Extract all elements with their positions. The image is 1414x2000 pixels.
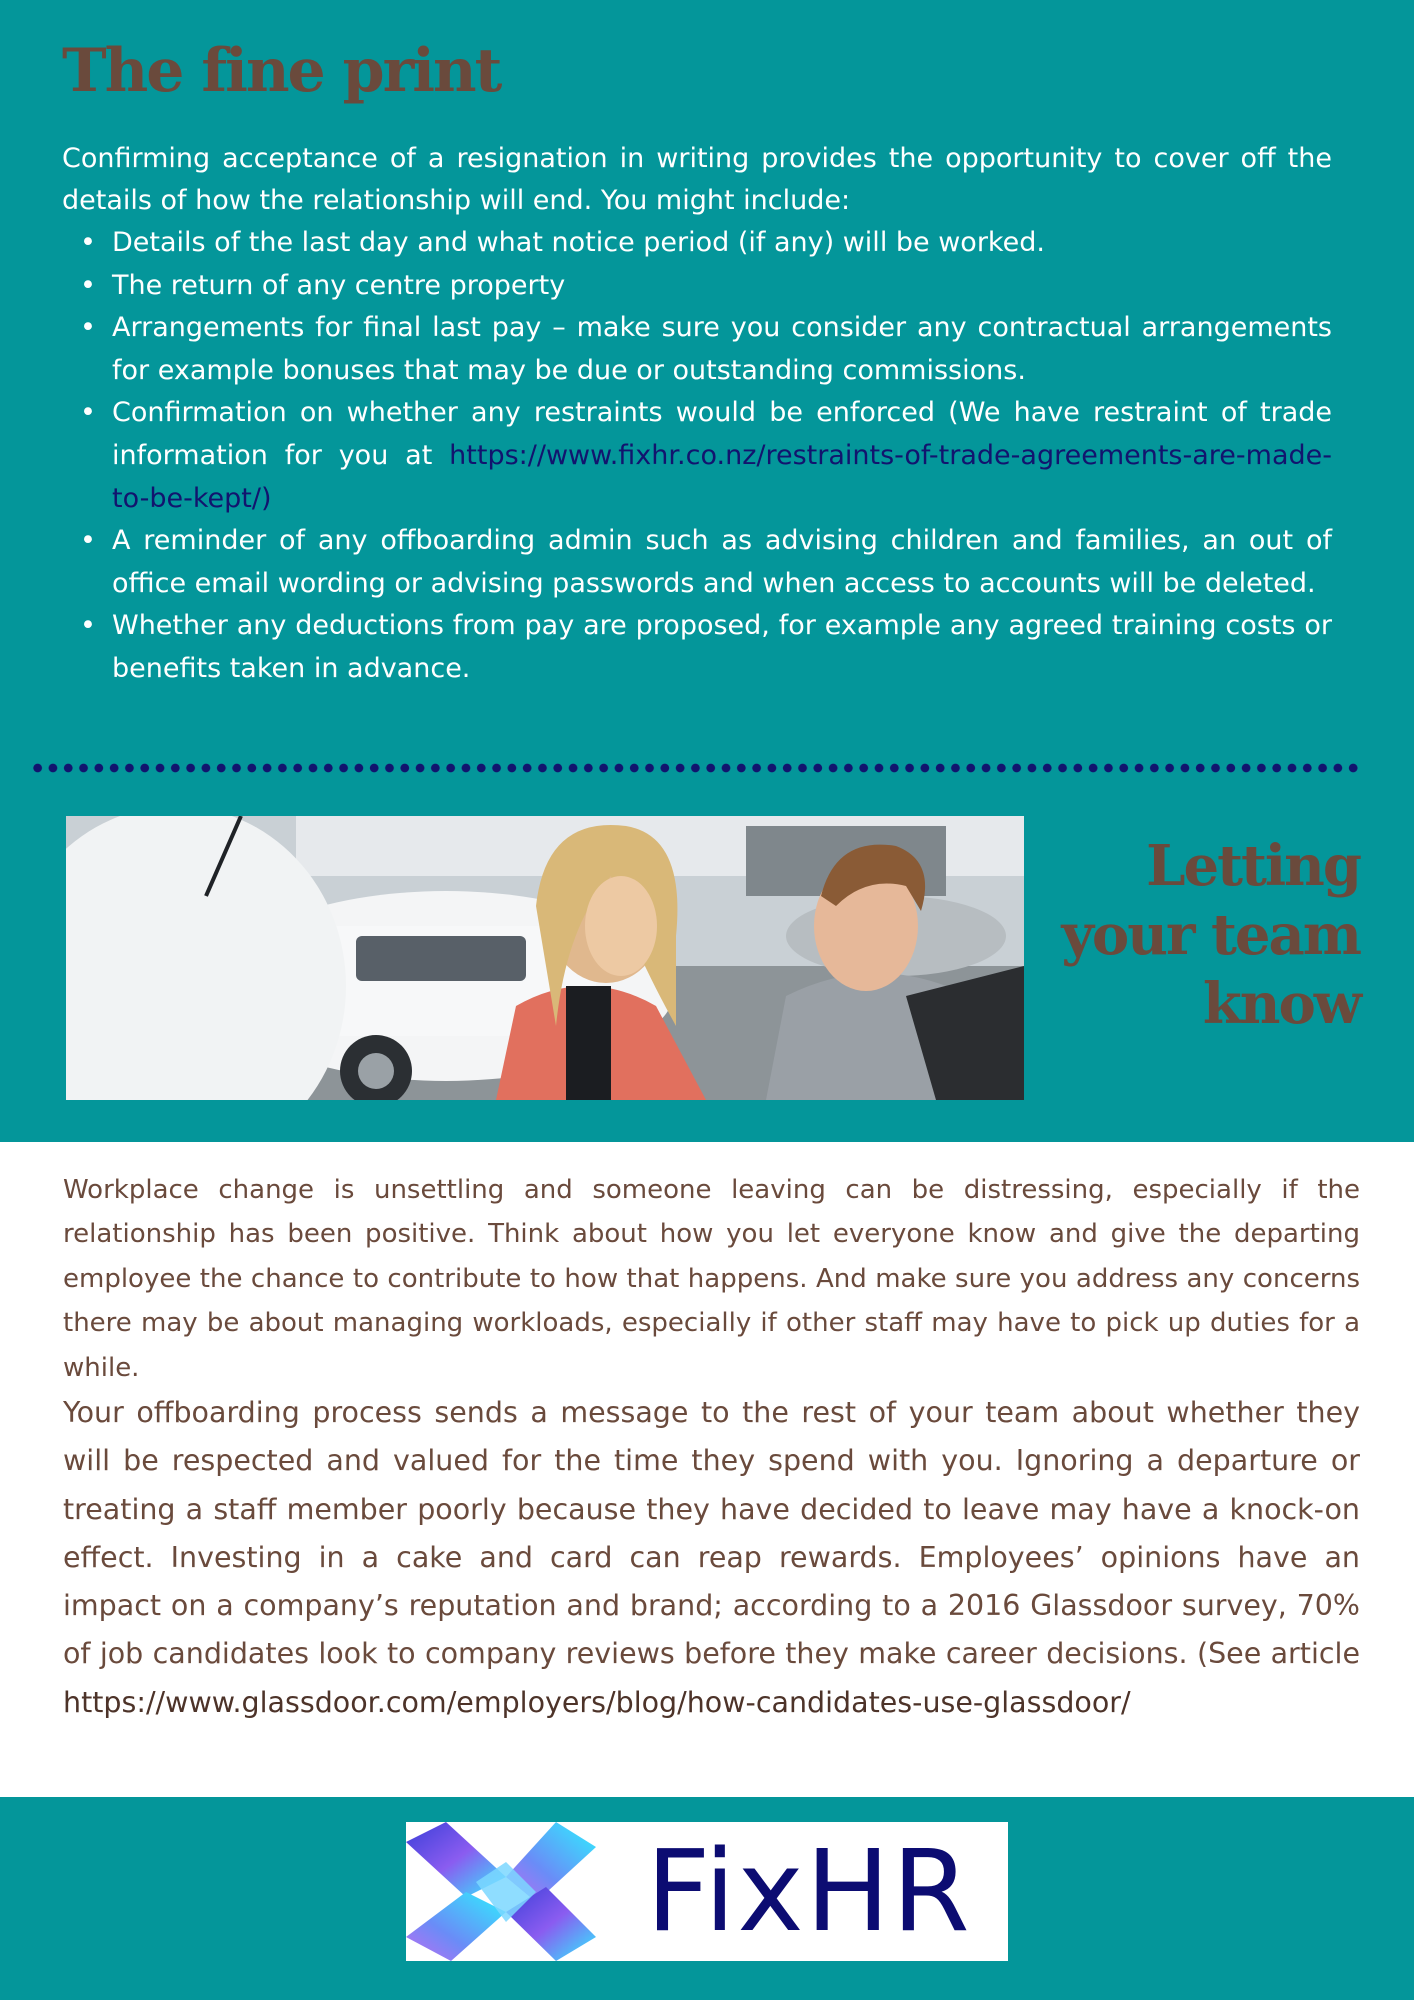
photo-illustration bbox=[66, 816, 1024, 1100]
list-item: • The return of any centre property bbox=[62, 265, 1332, 308]
fixhr-logo-text: FixHR bbox=[646, 1827, 972, 1957]
fine-print-intro: Confirming acceptance of a resignation in writing provides the opportunity to cover off the details of how the relationship will end. You might include: bbox=[62, 143, 1332, 216]
list-item: • Details of the last day and what notice period (if any) will be worked. bbox=[62, 222, 1332, 265]
team-paragraph-2: Your offboarding process sends a message to the rest of your team about whether they will be respected and valued for the time they spend with you. Ignoring a departure or treating a staff member poorly because they have decided to leave may have a knock-on effect. Investing in a cake and card can reap rewards. Employees’ opinions have an impact on a company’s reputation and brand; according to a 2016 Glassdoor survey, 70% of job candidates look to company reviews before they make career decisions. (See article https://www.glassdoor.com/employers/blog/how-candidates-use-glassdoor/ bbox=[63, 1396, 1360, 1719]
photo-people-greeting bbox=[66, 816, 1024, 1100]
team-paragraph-1: Workplace change is unsettling and someone leaving can be distressing, especially if the relationship has been positive. Think about how you let everyone know and give the departing employee the chance to contribute to how that happens. And make sure you address any concerns there may be about managing workloads, especially if other staff may have to pick up duties for a while. bbox=[63, 1175, 1360, 1383]
list-item: • A reminder of any offboarding admin such as advising children and families, an out of office email wording or advising passwords and when access to accounts will be deleted. bbox=[62, 520, 1332, 605]
restraint-of-trade-link[interactable]: https://www.fixhr.co.nz/restraints-of-trade-agreements-are-made-to-be-kept/) bbox=[112, 439, 1332, 514]
bullet-icon: • bbox=[80, 269, 96, 301]
glassdoor-article-link[interactable]: https://www.glassdoor.com/employers/blog/how-candidates-use-glassdoor/ bbox=[63, 1685, 1131, 1719]
fine-print-list bbox=[62, 222, 1332, 691]
list-item: • Arrangements for final last pay – make sure you consider any contractual arrangements for example bonuses that may be due or outstanding commissions. bbox=[62, 307, 1332, 392]
dotted-divider bbox=[30, 762, 1362, 774]
fixhr-logo-icon bbox=[406, 1822, 606, 1961]
bullet-icon: • bbox=[80, 227, 96, 258]
list-item: • Whether any deductions from pay are proposed, for example any agreed training costs or benefits taken in advance. bbox=[62, 605, 1332, 690]
bullet-icon: • bbox=[80, 397, 96, 429]
letting-team-know-title: Letting your team know bbox=[1061, 833, 1360, 1037]
bullet-icon: • bbox=[80, 312, 96, 344]
bullet-icon: • bbox=[80, 610, 96, 642]
list-item: • Confirmation on whether any restraints would be enforced (We have restraint of trade information for you at https://www.fixhr.co.nz/restraints-of-trade-agreements-are-made-to-be-kept/) bbox=[62, 392, 1332, 520]
fine-print-title: The fine print bbox=[62, 36, 501, 106]
bullet-icon: • bbox=[80, 525, 96, 557]
fixhr-logo bbox=[406, 1822, 1008, 1961]
